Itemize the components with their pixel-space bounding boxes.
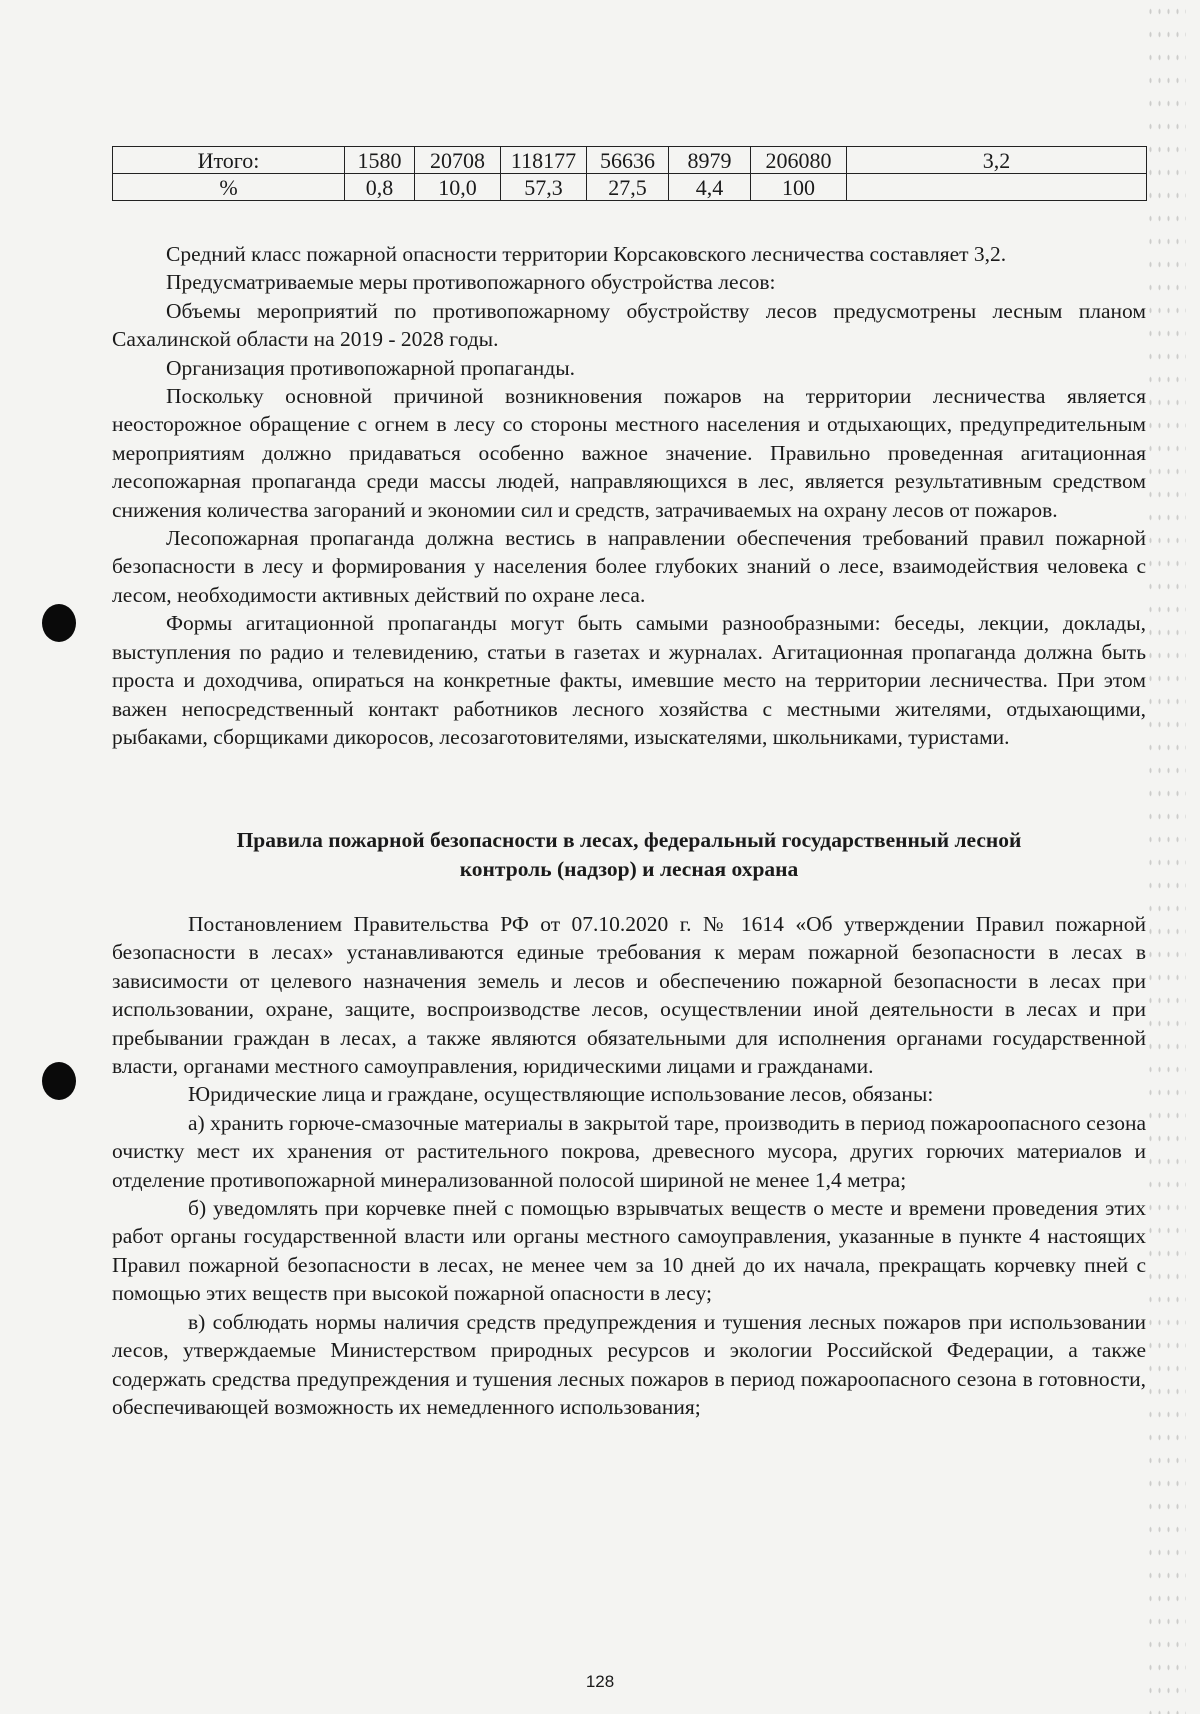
- table-cell: 100: [751, 174, 847, 201]
- section-heading: [112, 826, 1146, 884]
- table-cell: [847, 174, 1147, 201]
- table-row: [113, 174, 1147, 201]
- table-cell: 57,3: [501, 174, 587, 201]
- scan-edge-noise: [1146, 0, 1186, 1714]
- paragraph: Постановлением Правительства РФ от 07.10.2020 г. № 1614 «Об утверждении Правил пожарной безопасности в лесах» устанавливаются единые требования к мерам пожарной безопасности в лесах в зависимости от целевого назначения земель и лесов и обеспечению пожарной безопасности в лесах при использовании, охране, защите, воспроизводстве лесов, осуществлении иной деятельности в лесах и при пребывании граждан в лесах, а также являются обязательными для исполнения органами государственной власти, органами местного самоуправления, юридическими лицами и гражданами.: [112, 912, 1146, 1079]
- page-number: 128: [585, 1672, 615, 1691]
- paragraph: Предусматриваемые меры противопожарного обустройства лесов:: [166, 270, 776, 295]
- table-cell: 206080: [751, 147, 847, 174]
- heading-line: Правила пожарной безопасности в лесах, федеральный государственный лесной: [236, 828, 1022, 852]
- paragraph: б) уведомлять при корчевке пней с помощью взрывчатых веществ о месте и времени проведения этих работ органы государственной власти или органы местного самоуправления, указанные в пункте 4 настоящих Правил пожарной безопасности в лесах, не менее чем за 10 дней до их начала, прекращать корчевку пней с помощью этих веществ при высокой пожарной опасности в лесу;: [112, 1196, 1146, 1306]
- paragraph: Средний класс пожарной опасности территории Корсаковского лесничества составляет 3,2.: [166, 242, 1007, 266]
- table-cell: 8979: [669, 147, 751, 174]
- totals-table: [112, 146, 1147, 201]
- paragraph: Организация противопожарной пропаганды.: [166, 355, 576, 380]
- table-cell: 0,8: [345, 174, 415, 201]
- body-section-1: [112, 240, 1146, 751]
- table-cell: 20708: [415, 147, 501, 174]
- punch-hole: [42, 604, 76, 642]
- table-cell: 1580: [345, 147, 415, 174]
- paragraph: а) хранить горюче-смазочные материалы в закрытой таре, производить в период пожароопасного сезона очистку мест их хранения от растительного покрова, древесного мусора, других горючих материалов и отделение противопожарной минерализованной полосой шириной не менее 1,4 метра;: [112, 1110, 1146, 1192]
- table-cell: 118177: [501, 147, 587, 174]
- paragraph: Лесопожарная пропаганда должна вестись в направлении обеспечения требований правил пожарной безопасности в лесу и формирования у населения более глубоких знаний о лесе, взаимодействия человека с лесом, необходимости активных действий по охране леса.: [112, 526, 1146, 607]
- row-label: Итого:: [113, 147, 345, 174]
- heading-line: контроль (надзор) и лесная охрана: [459, 857, 799, 881]
- table-cell: 3,2: [847, 147, 1147, 174]
- table-cell: 56636: [587, 147, 669, 174]
- paragraph: Объемы мероприятий по противопожарному обустройству лесов предусмотрены лесным планом Сахалинской области на 2019 - 2028 годы.: [112, 298, 1146, 352]
- body-section-2: [112, 910, 1146, 1421]
- paragraph: Формы агитационной пропаганды могут быть самыми разнообразными: беседы, лекции, доклады, выступления по радио и телевидению, статьи в газетах и журналах. Агитационная пропаганда должна быть проста и доходчива, опираться на конкретные факты, имевшие место на территории лесничества. При этом важен непосредственный контакт работников лесного хозяйства с местными жителями, отдыхающими, рыбаками, сборщиками дикоросов, лесозаготовителями, изыскателями, школьниками, туристами.: [112, 611, 1146, 749]
- paragraph: Поскольку основной причиной возникновения пожаров на территории лесничества является неосторожное обращение с огнем в лесу со стороны местного населения и отдыхающих, предупредительным мероприятиям должно придаваться особенно важное значение. Правильно проведенная агитационная лесопожарная пропаганда среди массы людей, направляющихся в лес, является результативным средством снижения количества загораний и экономии сил и средств, затрачиваемых на охрану лесов от пожаров.: [112, 384, 1146, 522]
- paragraph: в) соблюдать нормы наличия средств предупреждения и тушения лесных пожаров при использовании лесов, утверждаемые Министерством природных ресурсов и экологии Российской Федерации, а также содержать средства предупреждения и тушения лесных пожаров в период пожароопасного сезона в готовности, обеспечивающей возможность их немедленного использования;: [112, 1309, 1146, 1419]
- table-row: [113, 147, 1147, 174]
- table-cell: 4,4: [669, 174, 751, 201]
- table-cell: 27,5: [587, 174, 669, 201]
- punch-hole: [42, 1062, 76, 1100]
- table-cell: 10,0: [415, 174, 501, 201]
- paragraph: Юридические лица и граждане, осуществляющие использование лесов, обязаны:: [188, 1082, 934, 1107]
- row-label: %: [113, 174, 345, 201]
